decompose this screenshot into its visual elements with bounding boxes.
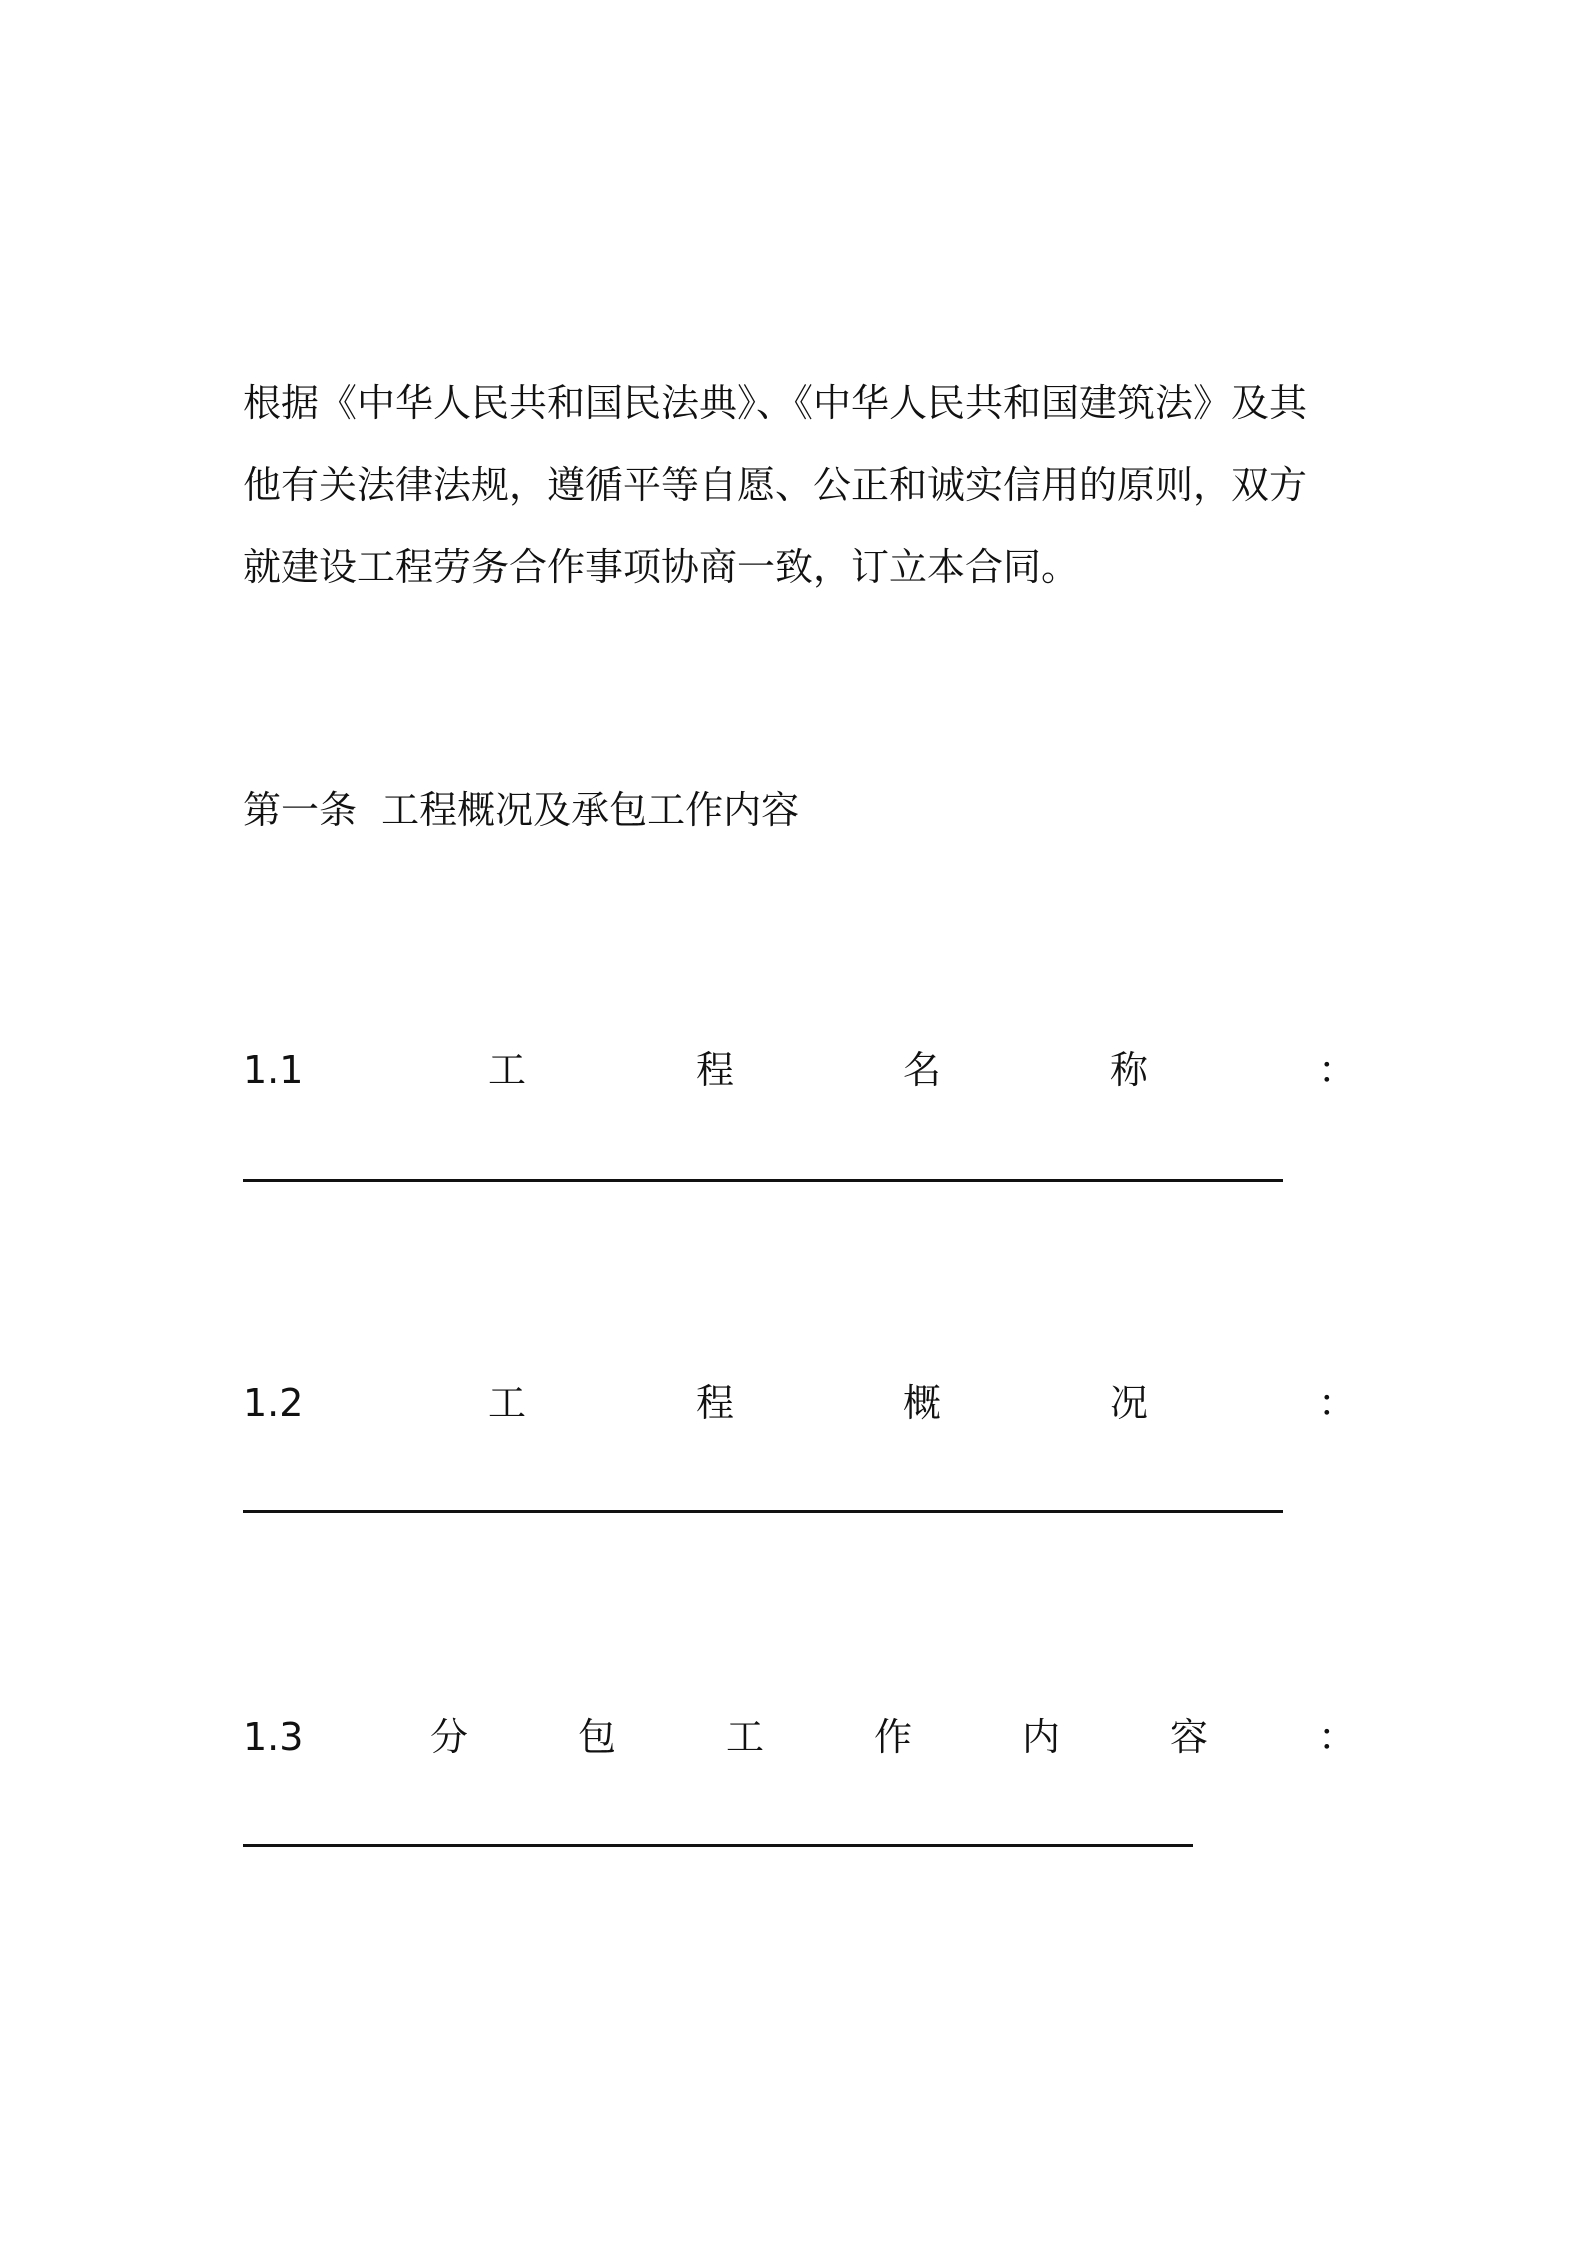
field-number: 1.1	[243, 1048, 304, 1092]
field-colon: ：	[1318, 1715, 1357, 1759]
fill-in-line[interactable]	[243, 1179, 1283, 1182]
intro-line: 就建设工程劳务合作事项协商一致，订立本合同。	[243, 545, 1080, 589]
field-label-char: 况	[1110, 1381, 1149, 1425]
field-label-char: 名	[903, 1048, 942, 1092]
field-label-char: 称	[1110, 1048, 1149, 1092]
field-subcontract-scope	[243, 1707, 1357, 1767]
field-number: 1.2	[243, 1381, 304, 1425]
fill-in-line[interactable]	[243, 1844, 1193, 1847]
intro-line: 他有关法律法规，遵循平等自愿、公正和诚实信用的原则，双方	[243, 463, 1308, 507]
field-label-char: 作	[874, 1715, 913, 1759]
field-label-char: 分	[430, 1715, 469, 1759]
field-label-char: 工	[488, 1381, 527, 1425]
field-label-char: 工	[726, 1715, 765, 1759]
field-project-overview	[243, 1373, 1357, 1433]
fill-in-line[interactable]	[243, 1510, 1283, 1513]
field-number: 1.3	[243, 1715, 304, 1759]
field-label-char: 程	[696, 1048, 735, 1092]
field-project-name	[243, 1040, 1357, 1100]
field-label-char: 容	[1170, 1715, 1209, 1759]
field-label-char: 程	[696, 1381, 735, 1425]
intro-paragraph	[243, 362, 1355, 608]
section-heading: 第一条 工程概况及承包工作内容	[243, 788, 800, 832]
intro-line: 根据《中华人民共和国民法典》、《中华人民共和国建筑法》及其	[243, 381, 1308, 425]
field-label-char: 工	[488, 1048, 527, 1092]
field-label-char: 包	[578, 1715, 617, 1759]
field-label-char: 内	[1022, 1715, 1061, 1759]
field-colon: ：	[1318, 1381, 1357, 1425]
field-colon: ：	[1318, 1048, 1357, 1092]
field-label-char: 概	[903, 1381, 942, 1425]
